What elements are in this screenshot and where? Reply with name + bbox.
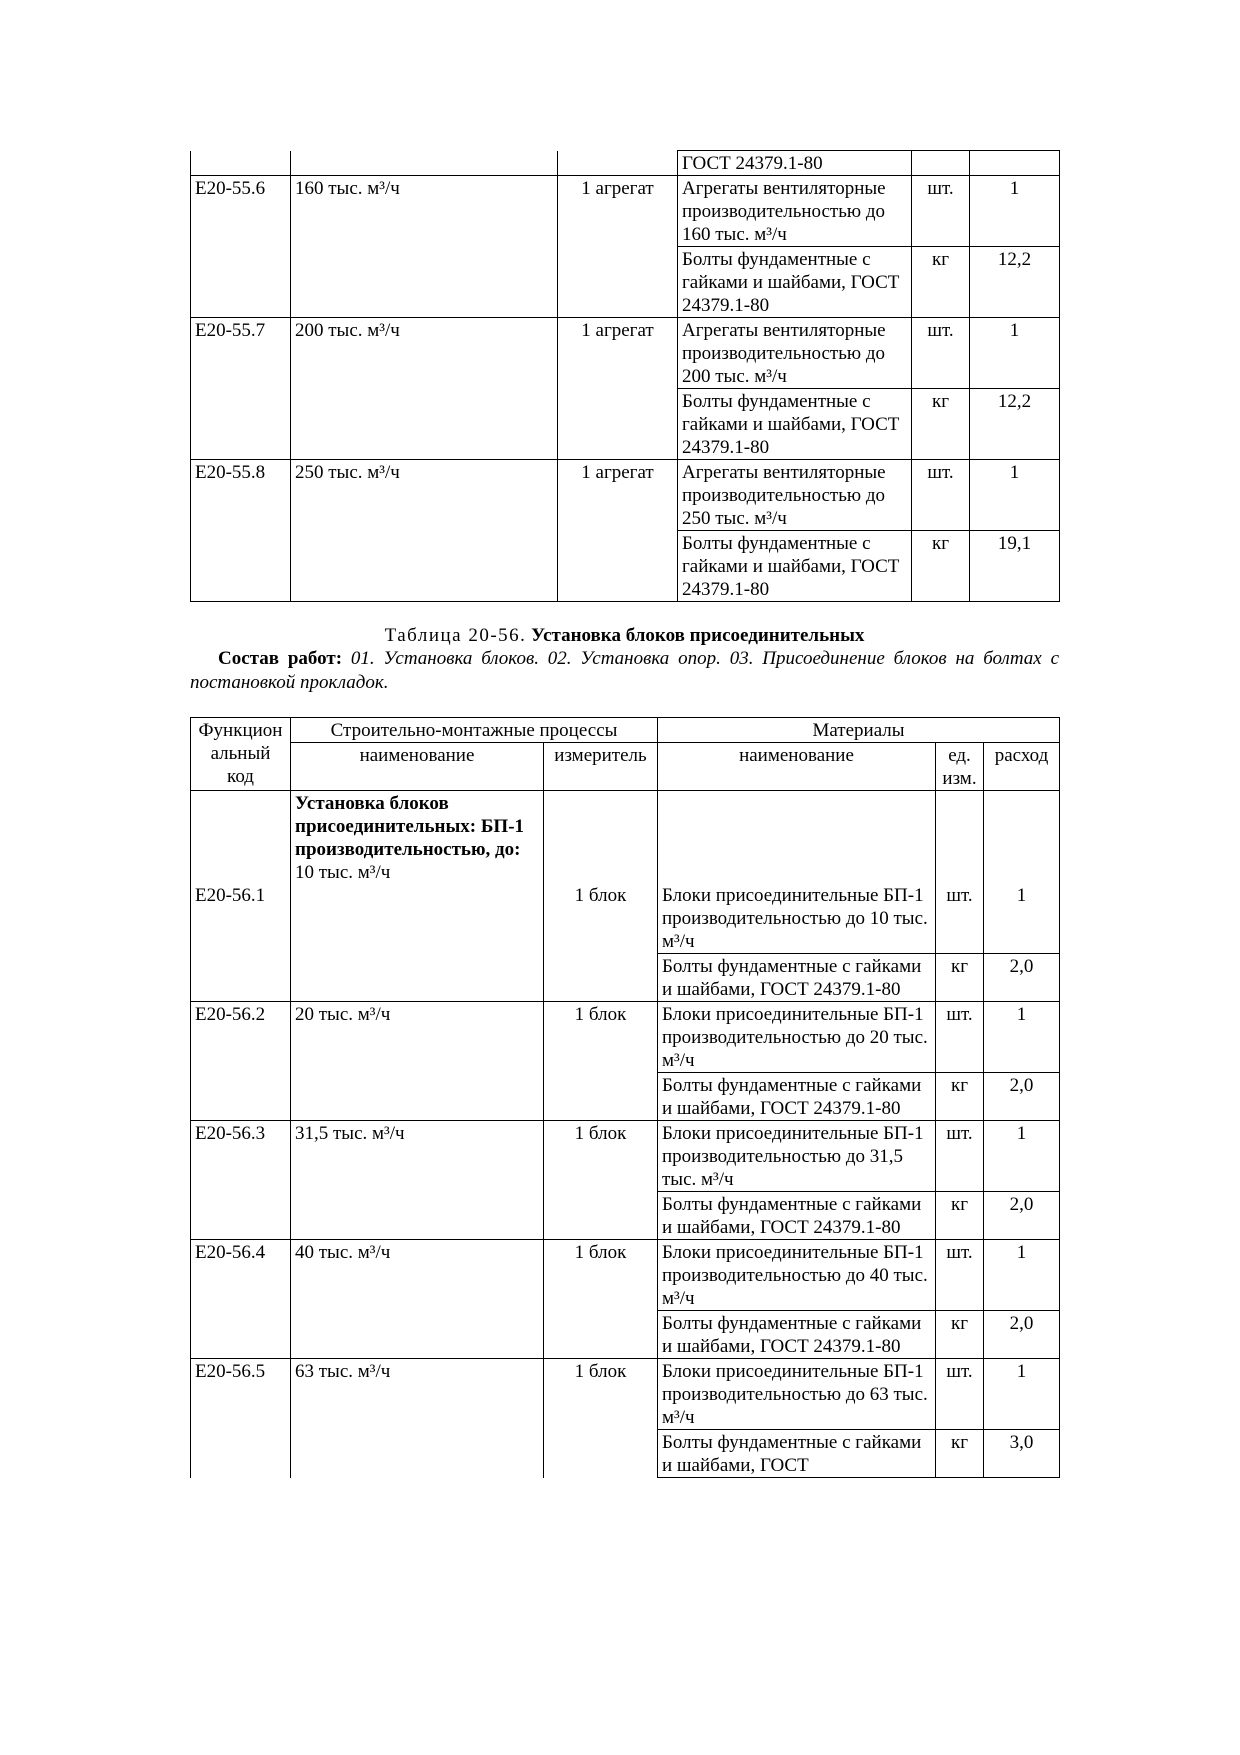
work-composition [190,647,1059,695]
table-row [191,460,1060,531]
material-name-cell: Агрегаты вентиляторные производительностью до 200 тыс. м³/ч [678,318,912,389]
measure-cell [544,1121,658,1240]
group-spacer [662,792,931,884]
unit-cell: шт. [912,318,970,389]
unit-cell: кг [912,531,970,602]
process-value: 20 тыс. м³/ч [295,1004,391,1025]
code-cell [191,151,291,176]
qty-cell: 2,0 [984,1192,1060,1240]
qty-cell: 1 [984,1002,1060,1073]
header-process-name: наименование [291,743,544,791]
measure-cell: 1 агрегат [558,460,678,602]
process-value: 10 тыс. м³/ч [295,862,391,883]
code-cell [191,1359,291,1478]
qty-cell: 1 [984,1359,1060,1430]
measure-cell [544,791,658,1002]
qty-cell: 1 [984,1240,1060,1311]
material-name-cell: Болты фундаментные с гайками и шайбами, ГОСТ 24379.1-80 [658,1073,936,1121]
unit-cell: шт. [936,1240,984,1311]
table-row [191,1359,1060,1430]
unit-cell: кг [936,1073,984,1121]
header-material-name: наименование [658,743,936,791]
table-row [191,1240,1060,1311]
qty-cell: 2,0 [984,1073,1060,1121]
qty-cell: 12,2 [970,247,1060,318]
work-composition-text: 01. Установка блоков. 02. Установка опор. 03. Присоединение блоков на болтах с постановкой прокладок. [190,648,1059,693]
qty-cell: 1 [984,1121,1060,1192]
unit-cell: кг [912,389,970,460]
table-row [191,176,1060,247]
measure-value: 1 блок [574,1123,627,1144]
measure-cell [544,1002,658,1121]
table-20-55-body [191,151,1060,602]
qty-cell: 2,0 [984,954,1060,1002]
unit-cell: кг [936,1430,984,1478]
qty-value: 1 [1016,885,1027,906]
material-name-cell: Болты фундаментные с гайками и шайбами, ГОСТ 24379.1-80 [678,531,912,602]
measure-cell [558,151,678,176]
material-name-value: Блоки присоединительные БП-1 производительностью до 10 тыс. м³/ч [662,885,928,952]
qty-cell: 2,0 [984,1311,1060,1359]
table-title: Установка блоков присоединительных [531,625,865,646]
table-20-56-body [191,791,1060,1478]
measure-value: 1 блок [574,1242,627,1263]
code-value: Е20-56.1 [195,885,266,906]
unit-cell [936,791,984,954]
qty-cell: 1 [970,176,1060,247]
header-materials: Материалы [658,718,1060,743]
qty-cell: 19,1 [970,531,1060,602]
table-caption [190,624,1059,648]
unit-cell: шт. [912,176,970,247]
material-name-cell: Агрегаты вентиляторные производительностью до 160 тыс. м³/ч [678,176,912,247]
code-value: Е20-56.3 [195,1123,266,1144]
unit-cell: шт. [936,1121,984,1192]
measure-cell: 1 агрегат [558,318,678,460]
material-name-cell: ГОСТ 24379.1-80 [678,151,912,176]
material-name-cell: Агрегаты вентиляторные производительностью до 250 тыс. м³/ч [678,460,912,531]
unit-cell [912,151,970,176]
process-cell: 250 тыс. м³/ч [291,460,558,602]
group-spacer [940,792,979,884]
process-cell [291,791,544,1002]
process-cell: 200 тыс. м³/ч [291,318,558,460]
unit-cell: кг [912,247,970,318]
unit-cell: шт. [936,1359,984,1430]
process-cell: 160 тыс. м³/ч [291,176,558,318]
qty-cell: 3,0 [984,1430,1060,1478]
table-row [191,151,1060,176]
header-processes: Строительно-монтажные процессы [291,718,658,743]
material-name-cell: Блоки присоединительные БП-1 производительностью до 31,5 тыс. м³/ч [658,1121,936,1192]
header-code: Функцион альный код [191,718,291,791]
material-name-cell: Блоки присоединительные БП-1 производительностью до 20 тыс. м³/ч [658,1002,936,1073]
code-cell: Е20-55.7 [191,318,291,460]
unit-value: шт. [946,885,973,906]
table-row [191,318,1060,389]
code-cell: Е20-55.6 [191,176,291,318]
table-header [191,718,1060,791]
table-row [191,1002,1060,1073]
table-number: Таблица 20-56. [384,625,527,646]
measure-cell [544,1359,658,1478]
unit-cell: кг [936,1311,984,1359]
material-name-cell [658,791,936,954]
measure-cell: 1 агрегат [558,176,678,318]
header-row [191,743,1060,791]
unit-cell: шт. [936,1002,984,1073]
table-20-56 [190,717,1060,1478]
process-cell [291,151,558,176]
table-row [191,1121,1060,1192]
code-cell [191,1002,291,1121]
code-cell [191,1121,291,1240]
code-value: Е20-56.2 [195,1004,266,1025]
group-spacer [548,792,653,884]
qty-cell: 12,2 [970,389,1060,460]
material-name-cell: Болты фундаментные с гайками и шайбами, ГОСТ 24379.1-80 [678,389,912,460]
process-cell [291,1121,544,1240]
code-cell [191,791,291,1002]
measure-cell [544,1240,658,1359]
material-name-cell: Болты фундаментные с гайками и шайбами, ГОСТ 24379.1-80 [658,1311,936,1359]
work-composition-label: Состав работ: [218,648,343,669]
material-name-cell: Блоки присоединительные БП-1 производительностью до 40 тыс. м³/ч [658,1240,936,1311]
unit-cell: кг [936,954,984,1002]
header-process-measure: измеритель [544,743,658,791]
measure-value: 1 блок [574,885,627,906]
header-row [191,718,1060,743]
table-row [191,791,1060,954]
group-spacer [988,792,1055,884]
unit-cell: кг [936,1192,984,1240]
measure-value: 1 блок [574,1004,627,1025]
process-value: 40 тыс. м³/ч [295,1242,391,1263]
qty-cell: 1 [970,318,1060,389]
table-20-55-continuation [190,150,1060,602]
code-value: Е20-56.4 [195,1242,266,1263]
group-title: Установка блоков присоединительных: БП-1 производительностью, до: [295,793,525,860]
qty-cell: 1 [970,460,1060,531]
code-cell [191,1240,291,1359]
process-value: 31,5 тыс. м³/ч [295,1123,405,1144]
material-name-cell: Болты фундаментные с гайками и шайбами, ГОСТ [658,1430,936,1478]
material-name-cell: Болты фундаментные с гайками и шайбами, ГОСТ 24379.1-80 [658,1192,936,1240]
code-value: Е20-56.5 [195,1361,266,1382]
header-material-qty: расход [984,743,1060,791]
qty-cell [970,151,1060,176]
measure-value: 1 блок [574,1361,627,1382]
process-value: 63 тыс. м³/ч [295,1361,391,1382]
group-spacer [195,792,286,884]
header-material-unit: ед. изм. [936,743,984,791]
material-name-cell: Блоки присоединительные БП-1 производительностью до 63 тыс. м³/ч [658,1359,936,1430]
unit-cell: шт. [912,460,970,531]
process-cell [291,1359,544,1478]
process-cell [291,1002,544,1121]
qty-cell [984,791,1060,954]
material-name-cell: Болты фундаментные с гайками и шайбами, ГОСТ 24379.1-80 [678,247,912,318]
process-cell [291,1240,544,1359]
code-cell: Е20-55.8 [191,460,291,602]
material-name-cell: Болты фундаментные с гайками и шайбами, ГОСТ 24379.1-80 [658,954,936,1002]
